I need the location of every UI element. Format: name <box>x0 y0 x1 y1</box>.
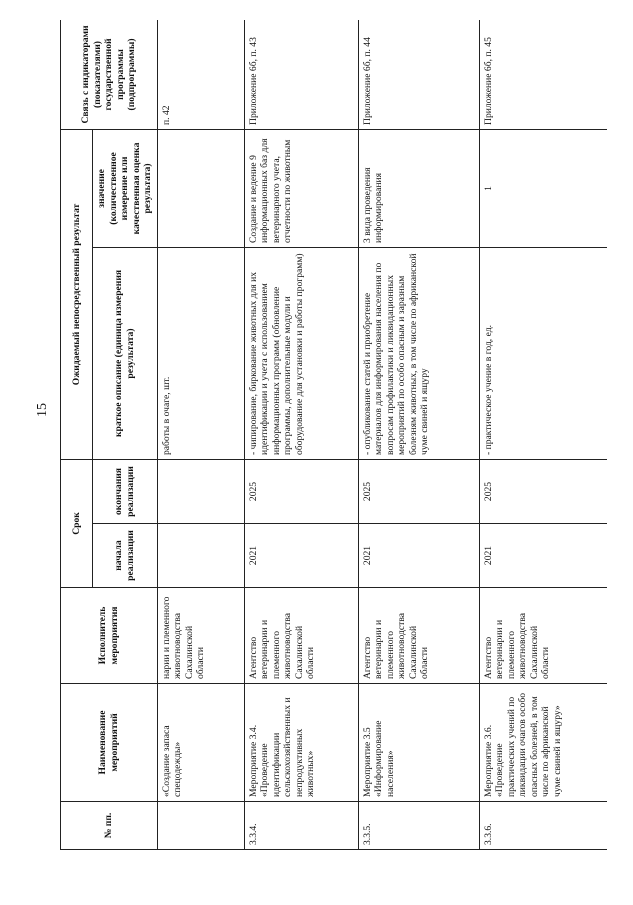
cell-link: Приложение 6б, п. 45 <box>479 20 607 129</box>
cell-link: Приложение 6б, п. 44 <box>358 20 479 129</box>
cell-start: 2021 <box>244 524 358 588</box>
header-start: начала реализации <box>93 524 158 588</box>
cell-brief: работы в очаге, шт. <box>157 248 244 460</box>
cell-num: 3.3.5. <box>358 802 479 850</box>
cell-link: Приложение 6б, п. 43 <box>244 20 358 129</box>
cell-value: 1 <box>479 129 607 247</box>
cell-executor: Агентство ветеринарии и племенного животноводства Сахалинской области <box>479 588 607 684</box>
measures-table <box>60 20 607 850</box>
cell-brief: - чипирование, биркование животных для их идентификации и учета с использованием информационных программ (обновление программы, дополнительные модули и оборудование для установки и работы программ) <box>244 248 358 460</box>
cell-brief: - практическое учение в год, ед. <box>479 248 607 460</box>
cell-end: 2025 <box>244 460 358 524</box>
cell-end: 2025 <box>479 460 607 524</box>
table-row <box>358 20 479 850</box>
cell-name: Мероприятие 3.4. «Проведение идентификации сельскохозяйственных и непродуктивных животных» <box>244 684 358 802</box>
cell-num: 3.3.6. <box>479 802 607 850</box>
header-expected-result: Ожидаемый непосредственный результат <box>61 129 93 459</box>
cell-executor: Агентство ветеринарии и племенного животноводства Сахалинской области <box>358 588 479 684</box>
table-rotated-content <box>60 20 607 850</box>
header-indicator-link: Связь с индикаторами (показателями) государственной программы (подпрограммы) <box>61 20 158 129</box>
header-term: Срок <box>61 460 93 588</box>
header-value: значение (количественное измерение или качественная оценка результата) <box>93 129 158 247</box>
cell-start <box>157 524 244 588</box>
cell-num: 3.3.4. <box>244 802 358 850</box>
table-row <box>157 20 244 850</box>
table-row <box>479 20 607 850</box>
header-num: № пп. <box>61 802 158 850</box>
page-number: 15 <box>35 403 50 417</box>
cell-num <box>157 802 244 850</box>
cell-link: п. 42 <box>157 20 244 129</box>
cell-executor: Агентство ветеринарии и племенного животноводства Сахалинской области <box>244 588 358 684</box>
header-end: окончания реализации <box>93 460 158 524</box>
cell-start: 2021 <box>358 524 479 588</box>
cell-name: «Создание запаса спецодежды» <box>157 684 244 802</box>
cell-start: 2021 <box>479 524 607 588</box>
cell-brief: - опубликование статей и приобретение материалов для информирования населения по вопросам профилактики и ликвидационных мероприятий по особо опасным и заразным болезням животных, в том числе по африканской чуме свиней и ящуру <box>358 248 479 460</box>
cell-executor: нарии и племенного животноводства Сахалинской области <box>157 588 244 684</box>
table-row <box>244 20 358 850</box>
header-executor: Исполнитель мероприятия <box>61 588 158 684</box>
cell-value <box>157 129 244 247</box>
cell-name: Мероприятие 3.5 «Информирование населения» <box>358 684 479 802</box>
cell-end: 2025 <box>358 460 479 524</box>
header-name: Наименование мероприятий <box>61 684 158 802</box>
cell-end <box>157 460 244 524</box>
cell-value: Создание и ведение 9 информационных баз для ветеринарного учета, отчетности по животным <box>244 129 358 247</box>
cell-name: Мероприятие 3.6. «Проведение практических учений по ликвидации очагов особо опасных болезней, в том числе по африканской чуме свиней и ящуру» <box>479 684 607 802</box>
header-brief: краткое описание (единица измерения результата) <box>93 248 158 460</box>
cell-value: 3 вида проведения информирования <box>358 129 479 247</box>
table-frame <box>60 20 607 850</box>
